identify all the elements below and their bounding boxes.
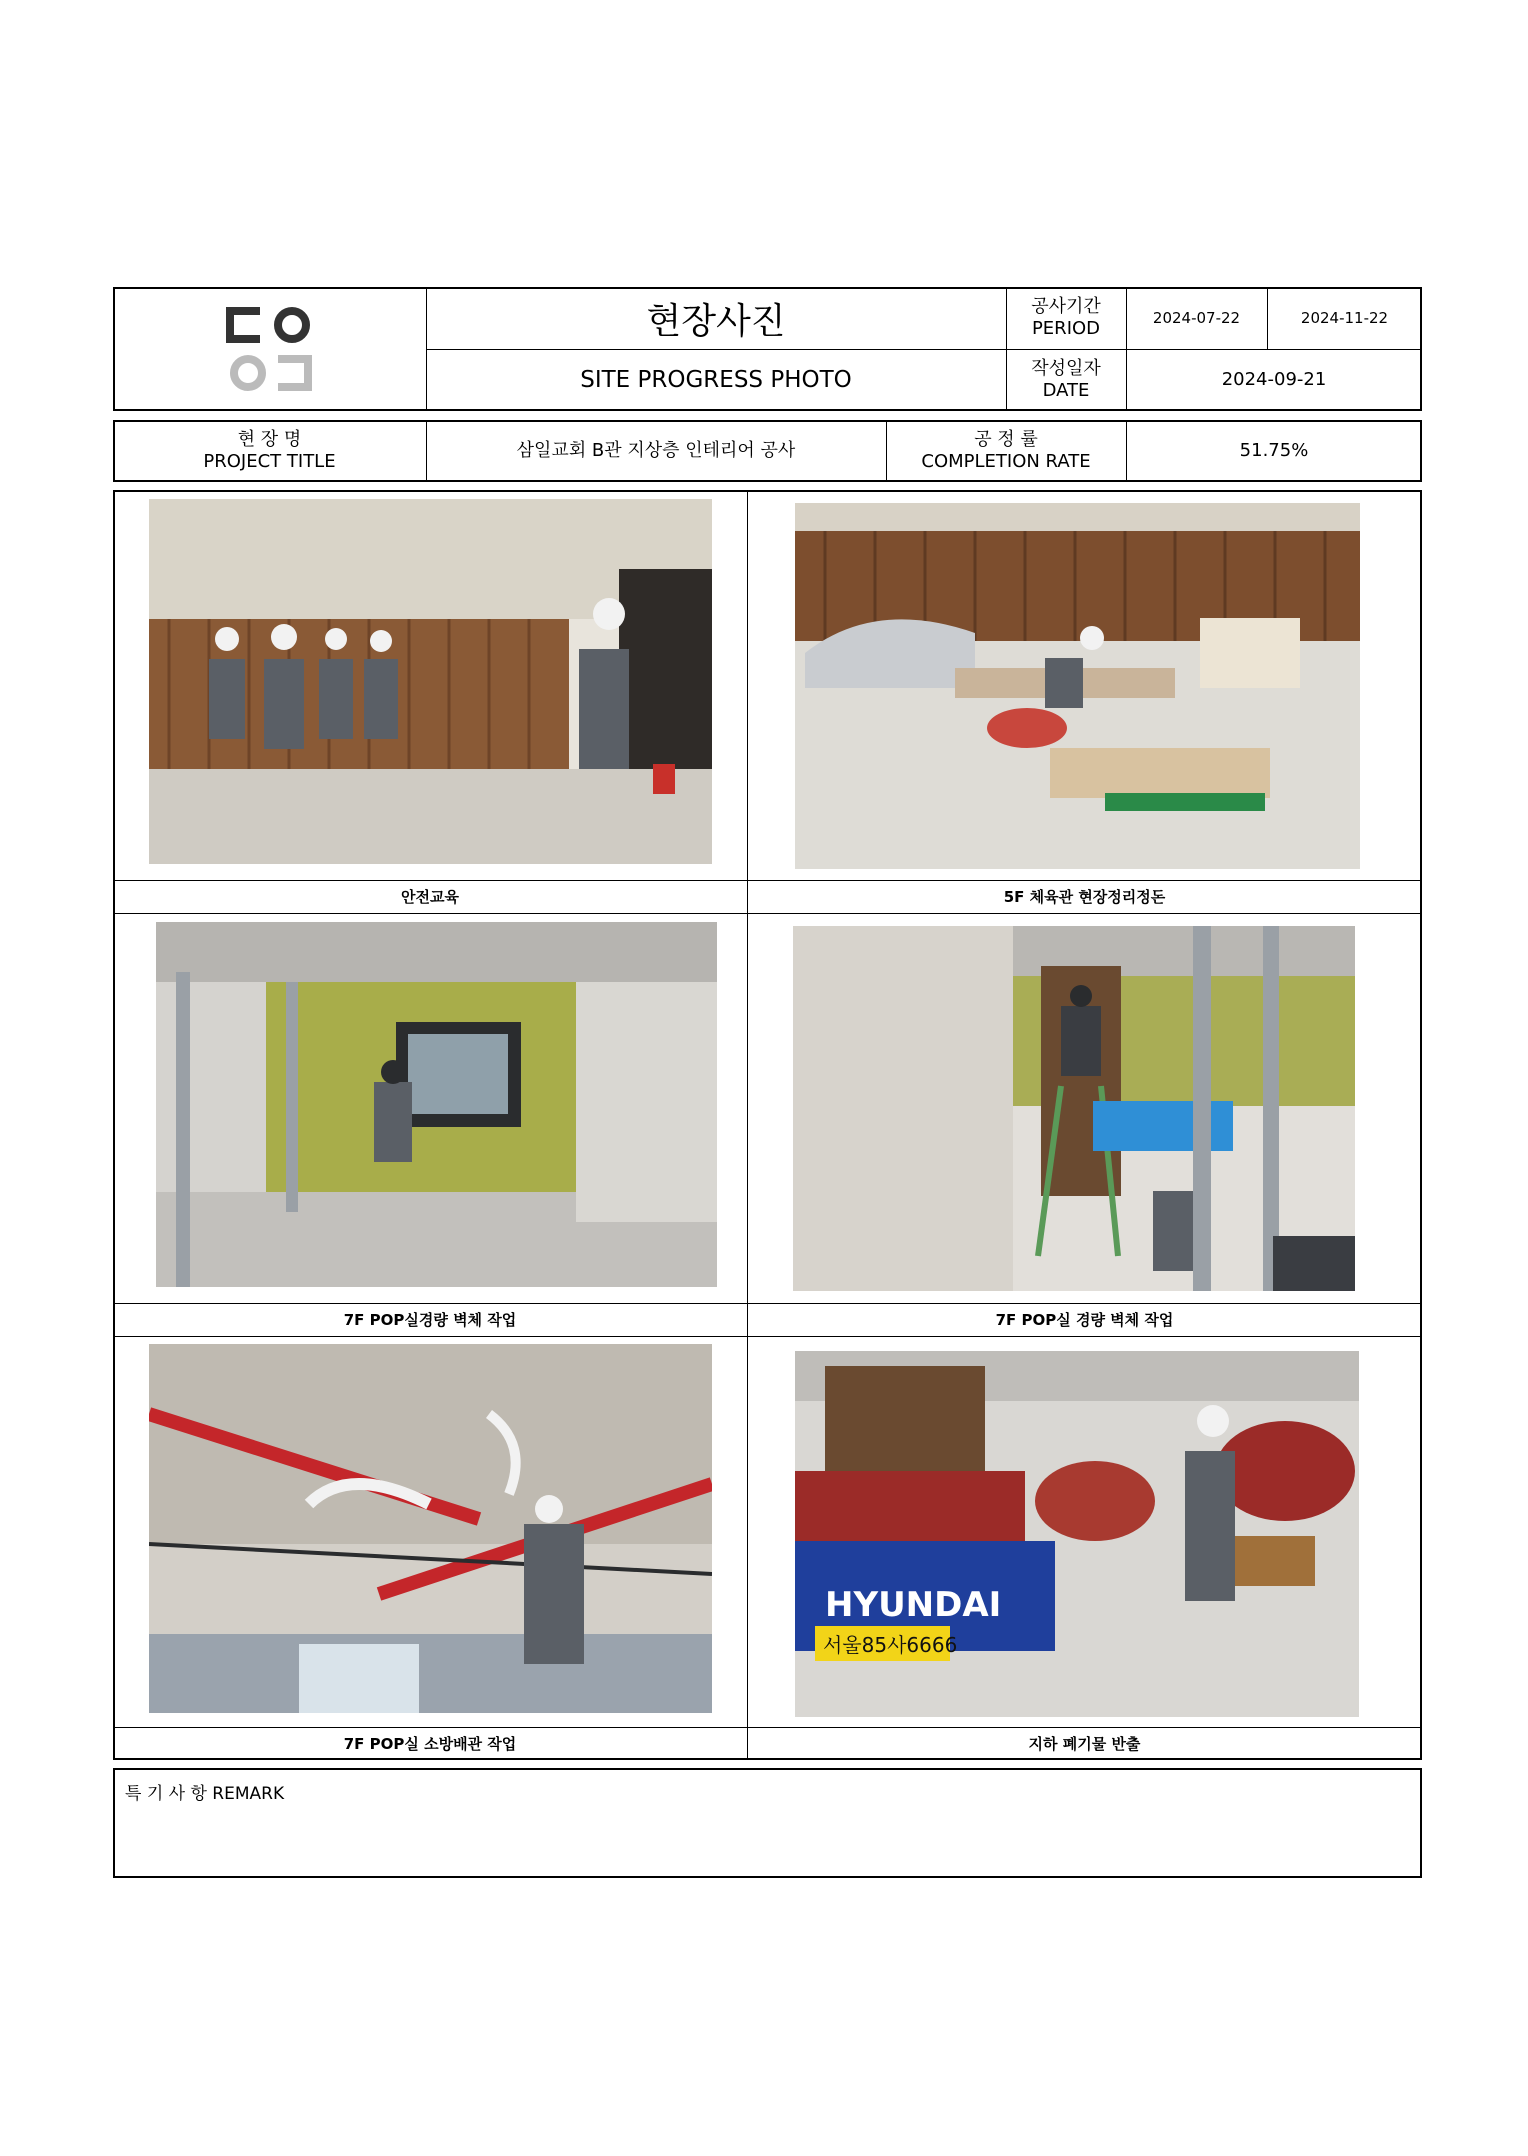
photo-safety-training: [149, 499, 712, 864]
project-title-label-en: PROJECT TITLE: [203, 451, 336, 472]
date-label-en: DATE: [1042, 380, 1090, 401]
logo-icon: [222, 301, 318, 397]
photo-caption-2: 5F 체육관 현장정리정돈: [1003, 888, 1166, 906]
truck-plate: 서울85사6666: [823, 1633, 958, 1657]
completion-rate-label-en: COMPLETION RATE: [921, 451, 1091, 472]
project-title-value: 삼일교회 B관 지상층 인테리어 공사: [516, 440, 796, 461]
period-label: [1006, 287, 1126, 349]
page-title: 현장사진: [646, 300, 786, 342]
period-start: 2024-07-22: [1152, 309, 1241, 327]
period-label-ko: 공사기간: [1031, 296, 1101, 317]
period-label-en: PERIOD: [1031, 318, 1101, 339]
photo-caption-4: 7F POP실 경량 벽체 작업: [995, 1311, 1174, 1329]
photo-caption-5: 7F POP실 소방배관 작업: [343, 1735, 517, 1753]
date-value: 2024-09-21: [1221, 369, 1327, 390]
document-frame: [113, 287, 1422, 1878]
photo-7f-partition-work-1: [156, 922, 717, 1287]
photo-7f-fire-piping-work: [149, 1344, 712, 1713]
truck-brand: HYUNDAI: [825, 1585, 1002, 1625]
completion-rate-label: [886, 420, 1126, 482]
project-title-label: [113, 420, 426, 482]
period-end: 2024-11-22: [1300, 309, 1389, 327]
project-title-label-ko: 현 장 명: [237, 429, 302, 450]
photo-basement-waste-removal: [795, 1351, 1359, 1717]
photo-7f-partition-work-2: [793, 926, 1355, 1291]
date-label: [1006, 349, 1126, 411]
photo-caption-1: 안전교육: [401, 888, 459, 906]
photo-gym-cleanup: [795, 503, 1360, 869]
company-logo: [113, 287, 426, 411]
completion-rate-value: 51.75%: [1239, 440, 1309, 461]
page-subtitle: SITE PROGRESS PHOTO: [580, 367, 852, 393]
remark-label: 특 기 사 항 REMARK: [125, 1784, 285, 1804]
date-label-ko: 작성일자: [1031, 358, 1101, 379]
completion-rate-label-ko: 공 정 률: [974, 429, 1038, 450]
photo-caption-3: 7F POP실경량 벽체 작업: [343, 1311, 517, 1329]
remark-text: [125, 1809, 1405, 1869]
photo-caption-6: 지하 폐기물 반출: [1028, 1735, 1141, 1753]
